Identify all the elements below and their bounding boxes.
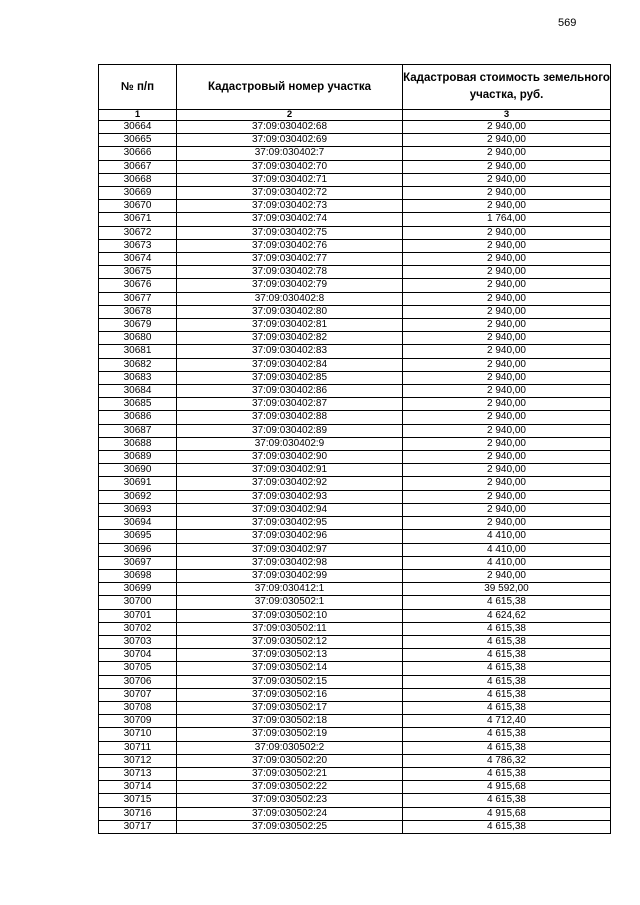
cadastral-number-cell: 37:09:030502:21 [177, 767, 403, 780]
cadastral-value-cell: 2 940,00 [403, 253, 611, 266]
row-number-cell: 30691 [99, 477, 177, 490]
table-row [99, 266, 611, 279]
cadastral-number-cell: 37:09:030402:89 [177, 424, 403, 437]
cadastral-number-cell: 37:09:030402:80 [177, 305, 403, 318]
table-row [99, 675, 611, 688]
cadastral-number-cell: 37:09:030402:74 [177, 213, 403, 226]
table-row [99, 160, 611, 173]
table-row [99, 424, 611, 437]
row-number-cell: 30709 [99, 715, 177, 728]
cadastral-number-cell: 37:09:030402:84 [177, 358, 403, 371]
cadastral-value-cell: 2 940,00 [403, 239, 611, 252]
table-row [99, 147, 611, 160]
row-number-cell: 30705 [99, 662, 177, 675]
row-number-cell: 30690 [99, 464, 177, 477]
row-number-cell: 30669 [99, 187, 177, 200]
cadastral-number-cell: 37:09:030402:87 [177, 398, 403, 411]
table-row [99, 794, 611, 807]
cadastral-number-cell: 37:09:030502:1 [177, 596, 403, 609]
cadastral-number-cell: 37:09:030402:92 [177, 477, 403, 490]
cadastral-value-cell: 4 786,32 [403, 754, 611, 767]
table-row [99, 213, 611, 226]
table-row [99, 490, 611, 503]
row-number-cell: 30685 [99, 398, 177, 411]
row-number-cell: 30676 [99, 279, 177, 292]
row-number-cell: 30702 [99, 622, 177, 635]
table-row [99, 635, 611, 648]
cadastral-value-cell: 4 615,38 [403, 794, 611, 807]
cadastral-number-cell: 37:09:030402:88 [177, 411, 403, 424]
row-number-cell: 30704 [99, 649, 177, 662]
cadastral-value-cell: 2 940,00 [403, 160, 611, 173]
cadastral-number-cell: 37:09:030402:78 [177, 266, 403, 279]
cadastral-value-cell: 4 615,38 [403, 596, 611, 609]
cadastral-number-cell: 37:09:030402:73 [177, 200, 403, 213]
table-row [99, 464, 611, 477]
row-number-cell: 30692 [99, 490, 177, 503]
header-cadastral-value-text: Кадастровая стоимость земельного участка, руб. [403, 72, 610, 101]
cadastral-value-cell: 2 940,00 [403, 147, 611, 160]
cadastral-value-cell: 39 592,00 [403, 583, 611, 596]
table-row [99, 741, 611, 754]
cadastral-value-cell: 4 615,38 [403, 688, 611, 701]
row-number-cell: 30693 [99, 503, 177, 516]
table-row [99, 649, 611, 662]
table-row [99, 715, 611, 728]
table-row [99, 754, 611, 767]
row-number-cell: 30697 [99, 556, 177, 569]
cadastral-value-cell: 2 940,00 [403, 424, 611, 437]
cadastral-value-table [98, 64, 611, 834]
cadastral-number-cell: 37:09:030502:11 [177, 622, 403, 635]
cadastral-value-cell: 2 940,00 [403, 332, 611, 345]
column-number: 2 [177, 110, 403, 121]
table-row [99, 305, 611, 318]
cadastral-value-cell: 2 940,00 [403, 385, 611, 398]
table-row [99, 477, 611, 490]
row-number-cell: 30711 [99, 741, 177, 754]
row-number-cell: 30682 [99, 358, 177, 371]
row-number-cell: 30666 [99, 147, 177, 160]
row-number-cell: 30679 [99, 319, 177, 332]
cadastral-value-cell: 2 940,00 [403, 477, 611, 490]
row-number-cell: 30677 [99, 292, 177, 305]
cadastral-number-cell: 37:09:030402:91 [177, 464, 403, 477]
table-row [99, 134, 611, 147]
cadastral-value-cell: 4 915,68 [403, 807, 611, 820]
cadastral-number-cell: 37:09:030502:13 [177, 649, 403, 662]
cadastral-value-cell: 2 940,00 [403, 464, 611, 477]
cadastral-value-cell: 2 940,00 [403, 279, 611, 292]
row-number-cell: 30695 [99, 530, 177, 543]
cadastral-value-cell: 2 940,00 [403, 358, 611, 371]
cadastral-number-cell: 37:09:030402:93 [177, 490, 403, 503]
cadastral-value-cell: 4 615,38 [403, 767, 611, 780]
cadastral-number-cell: 37:09:030402:82 [177, 332, 403, 345]
cadastral-number-cell: 37:09:030502:2 [177, 741, 403, 754]
cadastral-value-cell: 4 615,38 [403, 649, 611, 662]
table-row [99, 173, 611, 186]
table-row [99, 596, 611, 609]
table-row [99, 820, 611, 833]
row-number-cell: 30708 [99, 701, 177, 714]
cadastral-value-cell: 4 615,38 [403, 820, 611, 833]
cadastral-number-cell: 37:09:030402:9 [177, 437, 403, 450]
cadastral-value-cell: 2 940,00 [403, 121, 611, 134]
row-number-cell: 30710 [99, 728, 177, 741]
table-row [99, 781, 611, 794]
cadastral-value-cell: 2 940,00 [403, 503, 611, 516]
cadastral-number-cell: 37:09:030502:23 [177, 794, 403, 807]
row-number-cell: 30696 [99, 543, 177, 556]
table-row [99, 319, 611, 332]
cadastral-number-cell: 37:09:030502:17 [177, 701, 403, 714]
row-number-cell: 30689 [99, 451, 177, 464]
cadastral-number-cell: 37:09:030402:69 [177, 134, 403, 147]
row-number-cell: 30680 [99, 332, 177, 345]
table-row [99, 332, 611, 345]
cadastral-value-cell: 4 712,40 [403, 715, 611, 728]
table-row [99, 200, 611, 213]
cadastral-number-cell: 37:09:030402:95 [177, 517, 403, 530]
cadastral-value-cell: 2 940,00 [403, 200, 611, 213]
cadastral-value-cell: 4 615,38 [403, 622, 611, 635]
cadastral-number-cell: 37:09:030502:19 [177, 728, 403, 741]
table-row [99, 358, 611, 371]
cadastral-value-cell: 2 940,00 [403, 345, 611, 358]
cadastral-number-cell: 37:09:030402:99 [177, 569, 403, 582]
cadastral-number-cell: 37:09:030502:24 [177, 807, 403, 820]
table-row [99, 187, 611, 200]
cadastral-value-cell: 2 940,00 [403, 266, 611, 279]
row-number-cell: 30712 [99, 754, 177, 767]
table-row [99, 411, 611, 424]
table-row [99, 728, 611, 741]
cadastral-number-cell: 37:09:030402:94 [177, 503, 403, 516]
cadastral-number-cell: 37:09:030402:96 [177, 530, 403, 543]
table-row [99, 530, 611, 543]
cadastral-value-cell: 2 940,00 [403, 319, 611, 332]
table-row [99, 556, 611, 569]
row-number-cell: 30678 [99, 305, 177, 318]
row-number-cell: 30675 [99, 266, 177, 279]
row-number-cell: 30713 [99, 767, 177, 780]
cadastral-number-cell: 37:09:030402:77 [177, 253, 403, 266]
cadastral-value-cell: 2 940,00 [403, 134, 611, 147]
cadastral-value-cell: 4 615,38 [403, 728, 611, 741]
cadastral-value-cell: 4 615,38 [403, 741, 611, 754]
cadastral-number-cell: 37:09:030502:15 [177, 675, 403, 688]
row-number-cell: 30674 [99, 253, 177, 266]
table-header-row [99, 65, 611, 110]
table-row [99, 253, 611, 266]
cadastral-value-cell: 2 940,00 [403, 371, 611, 384]
table-row [99, 569, 611, 582]
column-number: 3 [403, 110, 611, 121]
row-number-cell: 30671 [99, 213, 177, 226]
cadastral-number-cell: 37:09:030502:18 [177, 715, 403, 728]
header-cadastral-value [403, 65, 611, 110]
cadastral-number-cell: 37:09:030502:10 [177, 609, 403, 622]
cadastral-value-cell: 4 915,68 [403, 781, 611, 794]
row-number-cell: 30698 [99, 569, 177, 582]
row-number-cell: 30717 [99, 820, 177, 833]
cadastral-value-cell: 4 615,38 [403, 675, 611, 688]
table-row [99, 371, 611, 384]
cadastral-number-cell: 37:09:030502:25 [177, 820, 403, 833]
cadastral-number-cell: 37:09:030412:1 [177, 583, 403, 596]
row-number-cell: 30664 [99, 121, 177, 134]
column-number-row [99, 110, 611, 121]
table-row [99, 767, 611, 780]
cadastral-number-cell: 37:09:030402:72 [177, 187, 403, 200]
cadastral-number-cell: 37:09:030402:86 [177, 385, 403, 398]
cadastral-number-cell: 37:09:030402:85 [177, 371, 403, 384]
cadastral-value-cell: 2 940,00 [403, 398, 611, 411]
cadastral-value-cell: 2 940,00 [403, 569, 611, 582]
cadastral-value-cell: 2 940,00 [403, 517, 611, 530]
table-body [99, 121, 611, 834]
cadastral-number-cell: 37:09:030502:12 [177, 635, 403, 648]
row-number-cell: 30714 [99, 781, 177, 794]
table-row [99, 622, 611, 635]
row-number-cell: 30683 [99, 371, 177, 384]
row-number-cell: 30700 [99, 596, 177, 609]
table-row [99, 662, 611, 675]
cadastral-number-cell: 37:09:030402:83 [177, 345, 403, 358]
row-number-cell: 30716 [99, 807, 177, 820]
cadastral-value-cell: 1 764,00 [403, 213, 611, 226]
table-row [99, 688, 611, 701]
table-row [99, 226, 611, 239]
row-number-cell: 30672 [99, 226, 177, 239]
table-row [99, 292, 611, 305]
table-row [99, 517, 611, 530]
table-row [99, 583, 611, 596]
row-number-cell: 30703 [99, 635, 177, 648]
cadastral-value-cell: 2 940,00 [403, 173, 611, 186]
cadastral-number-cell: 37:09:030402:90 [177, 451, 403, 464]
cadastral-value-cell: 2 940,00 [403, 437, 611, 450]
cadastral-number-cell: 37:09:030402:97 [177, 543, 403, 556]
cadastral-value-cell: 4 410,00 [403, 530, 611, 543]
table-row [99, 279, 611, 292]
row-number-cell: 30667 [99, 160, 177, 173]
row-number-cell: 30670 [99, 200, 177, 213]
row-number-cell: 30707 [99, 688, 177, 701]
row-number-cell: 30701 [99, 609, 177, 622]
row-number-cell: 30687 [99, 424, 177, 437]
row-number-cell: 30699 [99, 583, 177, 596]
row-number-cell: 30684 [99, 385, 177, 398]
cadastral-value-cell: 2 940,00 [403, 305, 611, 318]
row-number-cell: 30668 [99, 173, 177, 186]
page-number: 569 [558, 17, 577, 29]
cadastral-number-cell: 37:09:030502:16 [177, 688, 403, 701]
cadastral-number-cell: 37:09:030402:75 [177, 226, 403, 239]
cadastral-value-cell: 4 615,38 [403, 701, 611, 714]
row-number-cell: 30706 [99, 675, 177, 688]
cadastral-value-cell: 4 624,62 [403, 609, 611, 622]
header-row-number: № п/п [99, 65, 177, 110]
cadastral-value-cell: 2 940,00 [403, 226, 611, 239]
cadastral-value-cell: 4 410,00 [403, 543, 611, 556]
cadastral-value-cell: 2 940,00 [403, 490, 611, 503]
cadastral-number-cell: 37:09:030402:79 [177, 279, 403, 292]
cadastral-value-cell: 2 940,00 [403, 187, 611, 200]
cadastral-number-cell: 37:09:030402:76 [177, 239, 403, 252]
column-number: 1 [99, 110, 177, 121]
cadastral-number-cell: 37:09:030402:68 [177, 121, 403, 134]
cadastral-number-cell: 37:09:030402:70 [177, 160, 403, 173]
cadastral-value-cell: 4 615,38 [403, 635, 611, 648]
table-row [99, 609, 611, 622]
table-row [99, 239, 611, 252]
table-row [99, 451, 611, 464]
row-number-cell: 30686 [99, 411, 177, 424]
cadastral-value-cell: 2 940,00 [403, 451, 611, 464]
cadastral-value-cell: 2 940,00 [403, 411, 611, 424]
row-number-cell: 30694 [99, 517, 177, 530]
cadastral-number-cell: 37:09:030402:7 [177, 147, 403, 160]
table-row [99, 701, 611, 714]
cadastral-number-cell: 37:09:030402:71 [177, 173, 403, 186]
cadastral-value-cell: 4 410,00 [403, 556, 611, 569]
cadastral-number-cell: 37:09:030502:14 [177, 662, 403, 675]
row-number-cell: 30681 [99, 345, 177, 358]
row-number-cell: 30715 [99, 794, 177, 807]
cadastral-number-cell: 37:09:030502:22 [177, 781, 403, 794]
table-row [99, 345, 611, 358]
table-row [99, 543, 611, 556]
row-number-cell: 30673 [99, 239, 177, 252]
table-row [99, 503, 611, 516]
table-row [99, 807, 611, 820]
cadastral-number-cell: 37:09:030402:8 [177, 292, 403, 305]
cadastral-value-cell: 4 615,38 [403, 662, 611, 675]
header-cadastral-number: Кадастровый номер участка [177, 65, 403, 110]
row-number-cell: 30665 [99, 134, 177, 147]
row-number-cell: 30688 [99, 437, 177, 450]
cadastral-number-cell: 37:09:030402:98 [177, 556, 403, 569]
table-row [99, 121, 611, 134]
cadastral-number-cell: 37:09:030502:20 [177, 754, 403, 767]
table-row [99, 437, 611, 450]
table-row [99, 385, 611, 398]
cadastral-number-cell: 37:09:030402:81 [177, 319, 403, 332]
cadastral-value-cell: 2 940,00 [403, 292, 611, 305]
table-row [99, 398, 611, 411]
